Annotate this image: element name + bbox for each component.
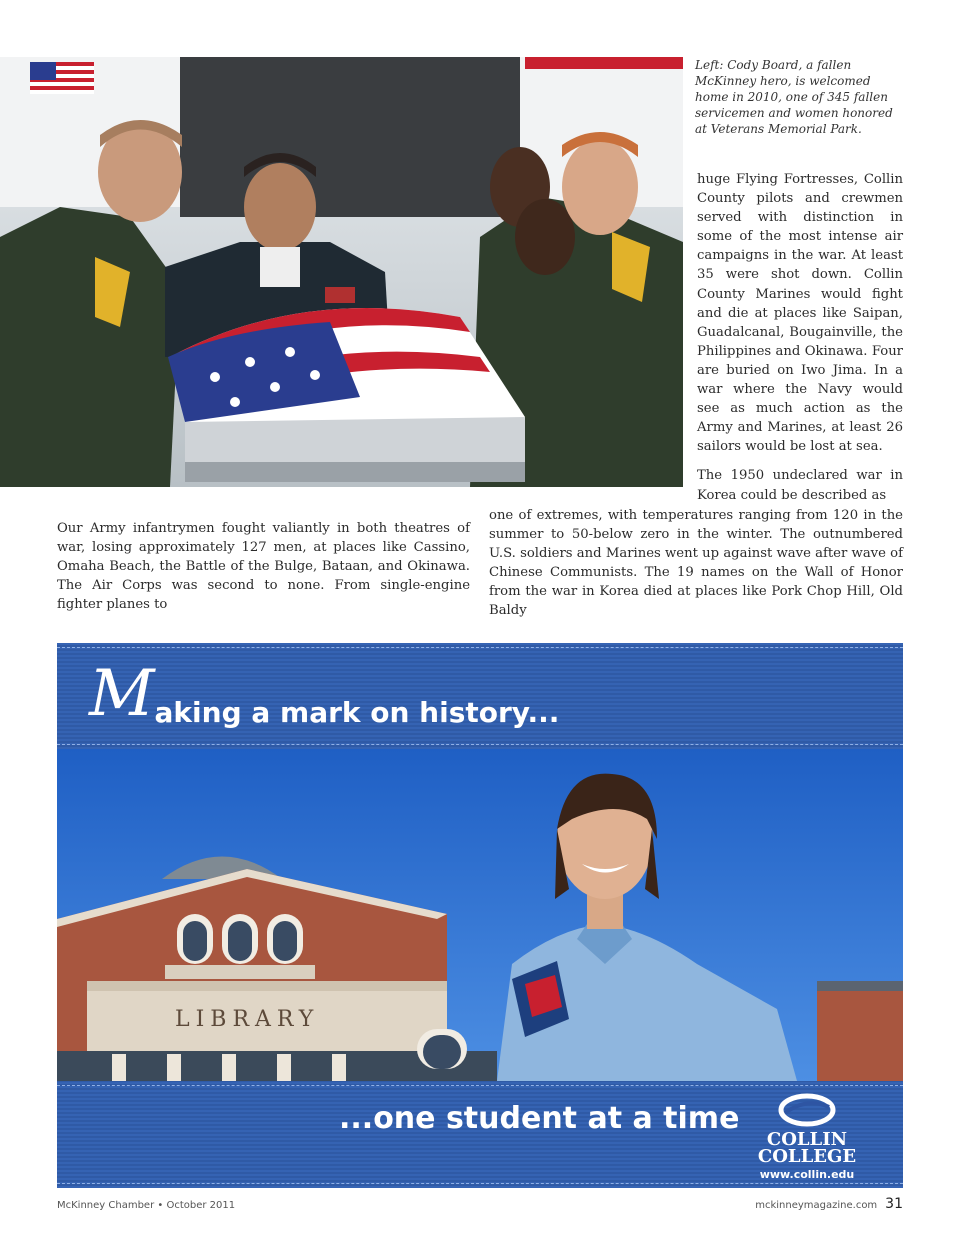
collin-college-logo[interactable]	[757, 1093, 857, 1181]
ad-headline	[89, 659, 559, 729]
ad-tagline: ...one student at a time	[339, 1101, 740, 1136]
footer-publication: McKinney Chamber • October 2011	[57, 1200, 236, 1211]
article-wide-continuation	[489, 506, 903, 621]
honor-guard-photo	[0, 57, 683, 487]
article-right-column	[697, 170, 903, 505]
article-left-column	[57, 519, 470, 614]
article-paragraph: The 1950 undeclared war in Korea could be described as	[697, 468, 903, 503]
ad-header-band	[57, 643, 903, 749]
article-paragraph: Our Army infantrymen fought valiantly in both theatres of war, losing approximately 127 men, at places like Cassino, Omaha Beach, the Battle of the Bulge, Bataan, and Okinawa. The Air Corps was second to none. From single-engine fighter planes to	[57, 521, 470, 613]
collin-college-swoosh-icon	[777, 1093, 837, 1127]
logo-line-2: COLLEGE	[757, 1146, 857, 1167]
logo-line-1: COLLIN	[766, 1129, 848, 1150]
logo-url-link[interactable]: www.collin.edu	[759, 1168, 855, 1181]
casket-photo-illustration	[0, 57, 683, 487]
footer-site	[755, 1196, 903, 1212]
page-number: 31	[885, 1196, 903, 1212]
ad-headline-text: aking a mark on history...	[154, 696, 560, 729]
aircraft-flag-decal	[30, 62, 94, 94]
article-paragraph: huge Flying Fortresses, Collin County pilots and crewmen served with distinction in some of the most intense air campaigns in the war. At least 35 were shot down. Collin County Marines would fight and die at places like Saipan, Guadalcanal, Bougainville, the Philippines and Okinawa. Four are buried on Iwo Jima. In a war where the Navy would see as much action as the Army and Marines, at least 26 sailors would be lost at sea.	[697, 172, 903, 455]
library-sign: LIBRARY	[175, 1007, 320, 1032]
photo-caption: Left: Cody Board, a fallen McKinney hero, is welcomed home in 2010, one of 345 fallen servicemen and women honored at Veterans Memorial Park.	[695, 58, 893, 136]
footer-site-url[interactable]: mckinneymagazine.com	[755, 1200, 878, 1211]
ad-headline-initial: M	[89, 657, 155, 731]
collin-college-ad[interactable]	[57, 643, 903, 1188]
ad-footer-band	[57, 1081, 903, 1188]
article-paragraph: one of extremes, with temperatures ranging from 120 in the summer to 50-below zero in the winter. The outnumbered U.S. soldiers and Marines went up against wave after wave of Chinese Communists. The 19 names on the Wall of Honor from the war in Korea died at places like Pork Chop Hill, Old Baldy	[489, 508, 903, 619]
